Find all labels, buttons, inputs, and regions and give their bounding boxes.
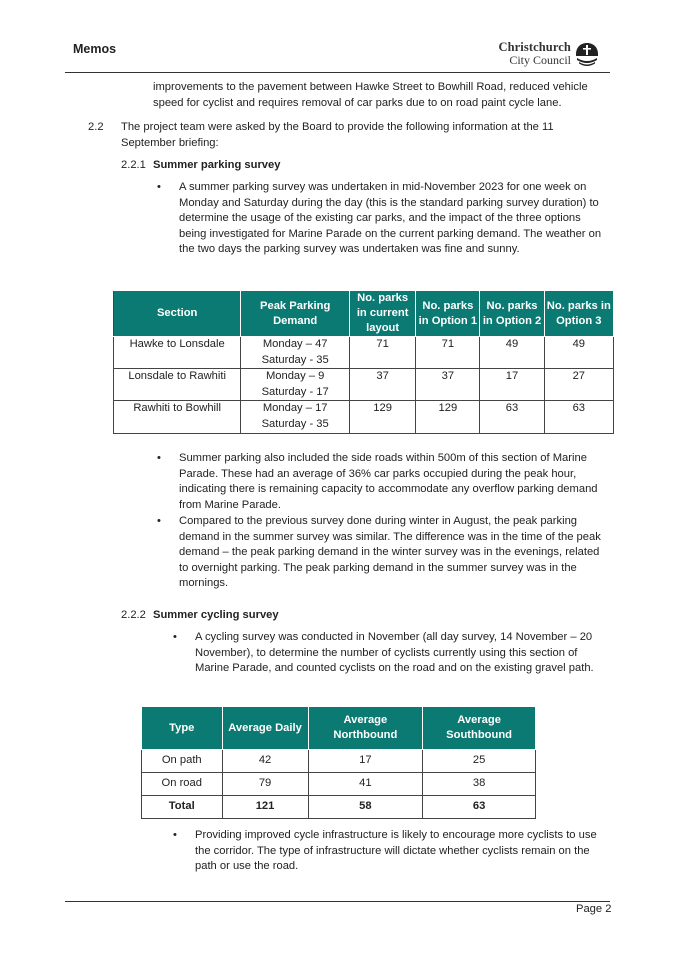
table-cell: 37: [416, 369, 480, 401]
list-item: • Providing improved cycle infrastructure is likely to encourage more cyclists to use the corridor. The type of infrastructure will dictate whether cyclists remain on the path or use the road.: [195, 828, 610, 875]
table-cell: 121: [222, 796, 308, 819]
table-cell: Rawhiti to Bowhill: [114, 401, 241, 433]
table-header: Type: [142, 707, 223, 750]
table-cell: 49: [480, 337, 544, 369]
table-header: No. parks in Option 3: [544, 291, 613, 337]
table-row: [142, 750, 536, 773]
table-cell: 71: [416, 337, 480, 369]
cycling-table: [141, 706, 536, 819]
table-cell: 17: [308, 750, 423, 773]
table-cell: 63: [423, 796, 536, 819]
table-cell: 129: [416, 401, 480, 433]
table-header: Average Southbound: [423, 707, 536, 750]
table-cell: 71: [350, 337, 416, 369]
demand-saturday: Saturday - 35: [261, 417, 329, 430]
subsection-number: 2.2.2: [121, 609, 146, 621]
footer-divider: [65, 901, 610, 902]
section-number: 2.2: [88, 121, 104, 133]
table-row: [142, 796, 536, 819]
table-header-row: [142, 707, 536, 750]
table-cell: 17: [480, 369, 544, 401]
table-cell: 49: [544, 337, 613, 369]
table-cell: Total: [142, 796, 223, 819]
cathedral-logo-icon: [575, 42, 599, 68]
table-header: No. parks in Option 2: [480, 291, 544, 337]
table-header: Average Daily: [222, 707, 308, 750]
table-cell: 25: [423, 750, 536, 773]
table-cell: 79: [222, 773, 308, 796]
parking-table: [113, 290, 614, 434]
table-cell: 41: [308, 773, 423, 796]
table-row: [142, 773, 536, 796]
table-row: [114, 337, 614, 369]
table-cell: On road: [142, 773, 223, 796]
list-item: • Compared to the previous survey done during winter in August, the peak parking demand in the summer survey was similar. The difference was in the time of the peak demand – the peak parking demand in the winter survey was in the evenings, related to overnight parking. The peak parking demand in the summer survey was in the mornings.: [179, 514, 611, 592]
table-header: No. parks in Option 1: [416, 291, 480, 337]
table-cell: [241, 401, 350, 433]
demand-monday: Monday – 47: [262, 338, 328, 350]
table-header: No. parks in current layout: [350, 291, 416, 337]
table-cell: [241, 369, 350, 401]
table-cell: [241, 337, 350, 369]
table-row: [114, 369, 614, 401]
table-cell: On path: [142, 750, 223, 773]
table-cell: 63: [544, 401, 613, 433]
header-title: Memos: [73, 42, 117, 56]
subsection-number: 2.2.1: [121, 159, 146, 171]
table-cell: Lonsdale to Rawhiti: [114, 369, 241, 401]
header-divider: [65, 72, 610, 73]
demand-saturday: Saturday - 35: [261, 353, 329, 366]
table-header: Section: [114, 291, 241, 337]
table-header-row: [114, 291, 614, 337]
list-item: • Summer parking also included the side roads within 500m of this section of Marine Parade. These had an average of 36% car parks occupied during the peak hour, indicating there is remaining capacity to accommodate any overflow parking demand from Marine Parade.: [179, 451, 611, 513]
summer-cycling-heading: Summer cycling survey: [153, 609, 279, 621]
table-cell: 42: [222, 750, 308, 773]
logo-line-1: Christchurch: [498, 40, 571, 54]
table-cell: 129: [350, 401, 416, 433]
list-item: • A summer parking survey was undertaken in mid-November 2023 for one week on Monday and Saturday during the day (this is the standard parking survey duration) to determine the usage of the existing car parks, and the impact of the three options being investigated for Marine Parade on the current parking demand. The weather on the two days the parking survey was undertaken was fine and sunny.: [179, 180, 611, 258]
logo-line-2: City Council: [509, 53, 571, 67]
page-number: Page 2: [576, 903, 612, 915]
table-header: Peak Parking Demand: [241, 291, 350, 337]
demand-monday: Monday – 9: [265, 370, 325, 383]
table-cell: 63: [480, 401, 544, 433]
table-cell: 38: [423, 773, 536, 796]
council-logo: [497, 40, 601, 70]
table-cell: 37: [350, 369, 416, 401]
table-row: [114, 401, 614, 433]
list-item: • A cycling survey was conducted in November (all day survey, 14 November – 20 November), to determine the number of cyclists currently using this section of Marine Parade, and counted cyclists on the road and on the existing gravel path.: [195, 630, 610, 677]
section-2-2-text: The project team were asked by the Board to provide the following information at the 11 September briefing:: [121, 121, 554, 149]
table-header: Average Northbound: [308, 707, 423, 750]
table-cell: 27: [544, 369, 613, 401]
demand-monday: Monday – 17: [262, 402, 328, 415]
intro-paragraph: improvements to the pavement between Hawke Street to Bowhill Road, reduced vehicle speed for cyclist and requires removal of car parks due to on road paint cycle lane.: [153, 81, 588, 109]
table-cell: Hawke to Lonsdale: [114, 337, 241, 369]
demand-saturday: Saturday - 17: [261, 385, 329, 398]
table-cell: 58: [308, 796, 423, 819]
summer-parking-heading: Summer parking survey: [153, 159, 281, 171]
